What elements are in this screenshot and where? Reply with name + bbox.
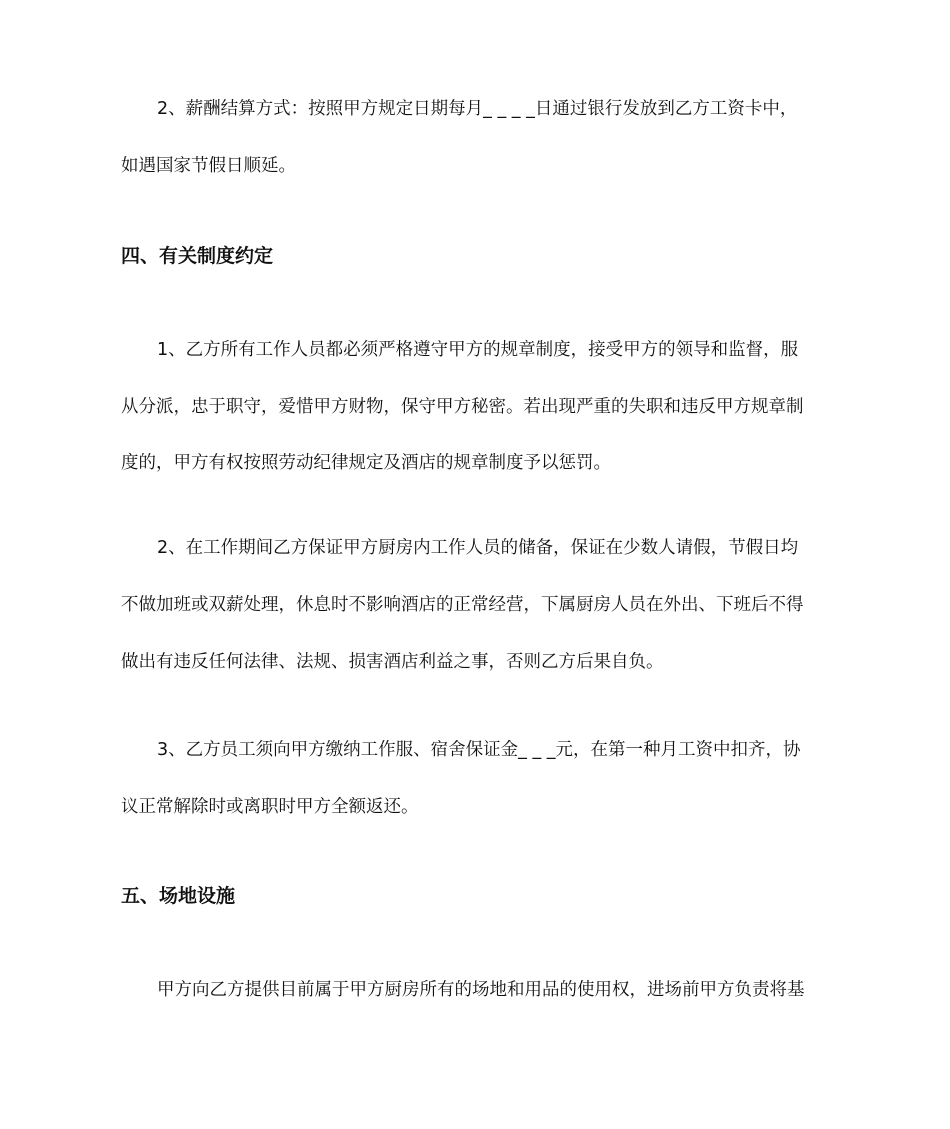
rule-1-line-1: 1、乙方所有工作人员都必须严格遵守甲方的规章制度，接受甲方的领导和监督，服 [157,340,799,360]
rule-2-line-1: 2、在工作期间乙方保证甲方厨房内工作人员的储备，保证在少数人请假，节假日均 [157,538,799,558]
rule-3-line-2: 议正常解除时或离职时甲方全额返还。 [121,797,419,817]
rule-1-line-2: 从分派，忠于职守，爱惜甲方财物，保守甲方秘密。若出现严重的失职和违反甲方规章制 [121,397,804,417]
rule-1-line-3: 度的，甲方有权按照劳动纪律规定及酒店的规章制度予以惩罚。 [121,453,611,473]
salary-settlement-line-2: 如遇国家节假日顺延。 [121,156,296,176]
rule-2-line-2: 不做加班或双薪处理，休息时不影响酒店的正常经营，下属厨房人员在外出、下班后不得 [121,595,804,615]
salary-settlement-line-1: 2、薪酬结算方式：按照甲方规定日期每月_ _ _ _日通过银行发放到乙方工资卡中， [157,99,798,119]
facilities-line-1: 甲方向乙方提供目前属于甲方厨房所有的场地和用品的使用权，进场前甲方负责将基 [157,980,805,1000]
section-5-heading: 五、场地设施 [121,885,236,907]
rule-2-line-3: 做出有违反任何法律、法规、损害酒店利益之事，否则乙方后果自负。 [121,652,664,672]
section-4-heading: 四、有关制度约定 [121,245,274,267]
rule-3-line-1: 3、乙方员工须向甲方缴纳工作服、宿舍保证金_ _ _元，在第一种月工资中扣齐，协 [157,740,801,760]
